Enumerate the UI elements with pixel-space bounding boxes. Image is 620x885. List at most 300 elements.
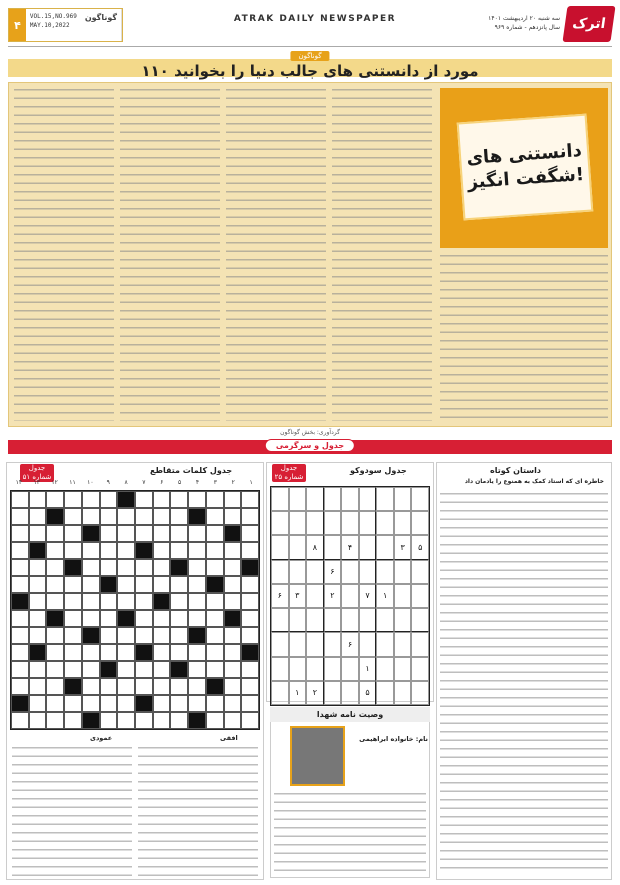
crossword-cell[interactable] — [188, 576, 206, 593]
crossword-cell[interactable] — [135, 508, 153, 525]
sudoku-cell[interactable] — [324, 632, 342, 656]
sudoku-cell[interactable] — [306, 560, 324, 584]
header-divider — [8, 46, 612, 47]
crossword-cell[interactable] — [206, 576, 224, 593]
crossword-cell[interactable] — [82, 491, 100, 508]
crossword-cell[interactable] — [82, 627, 100, 644]
crossword-cell[interactable] — [11, 695, 29, 712]
crossword-cell[interactable] — [206, 542, 224, 559]
story-title: داستان کوتاه — [490, 466, 541, 475]
sudoku-cell[interactable] — [306, 584, 324, 608]
crossword-cell[interactable] — [241, 542, 259, 559]
crossword-cell[interactable] — [153, 525, 171, 542]
sudoku-cell[interactable] — [394, 584, 412, 608]
crossword-cell[interactable] — [224, 695, 242, 712]
sudoku-cell[interactable] — [359, 608, 377, 632]
crossword-cell[interactable] — [117, 508, 135, 525]
sudoku-cell[interactable] — [394, 511, 412, 535]
crossword-cell[interactable] — [135, 542, 153, 559]
sudoku-cell[interactable] — [376, 487, 394, 511]
crossword-cell[interactable] — [11, 678, 29, 695]
crossword-cell[interactable] — [241, 576, 259, 593]
crossword-cell[interactable] — [11, 559, 29, 576]
crossword-cell[interactable] — [188, 678, 206, 695]
crossword-cell[interactable] — [100, 525, 118, 542]
crossword-cell[interactable] — [117, 559, 135, 576]
sudoku-cell[interactable] — [394, 487, 412, 511]
crossword-cell[interactable] — [153, 542, 171, 559]
crossword-cell[interactable] — [153, 491, 171, 508]
crossword-cell[interactable] — [153, 508, 171, 525]
sudoku-cell[interactable] — [289, 657, 307, 681]
crossword-cell[interactable] — [46, 644, 64, 661]
crossword-cell[interactable] — [82, 712, 100, 729]
feature-column-1 — [14, 86, 114, 421]
crossword-cell[interactable] — [100, 491, 118, 508]
crossword-cell[interactable] — [11, 525, 29, 542]
sudoku-title: جدول سودوکو — [350, 466, 407, 475]
crossword-cell[interactable] — [46, 525, 64, 542]
crossword-column-number: ۹ — [106, 479, 110, 486]
sudoku-cell[interactable] — [359, 511, 377, 535]
crossword-cell[interactable] — [153, 610, 171, 627]
crossword-cell[interactable] — [29, 678, 47, 695]
crossword-cell[interactable] — [100, 712, 118, 729]
crossword-cell[interactable] — [100, 559, 118, 576]
sudoku-cell[interactable] — [289, 511, 307, 535]
crossword-cell[interactable] — [241, 712, 259, 729]
sudoku-cell[interactable] — [271, 511, 289, 535]
sudoku-cell[interactable] — [411, 584, 429, 608]
crossword-cell[interactable] — [224, 644, 242, 661]
crossword-cell[interactable] — [29, 593, 47, 610]
crossword-cell[interactable] — [170, 508, 188, 525]
sudoku-cell[interactable] — [271, 632, 289, 656]
crossword-cell[interactable] — [206, 525, 224, 542]
sudoku-cell[interactable] — [324, 487, 342, 511]
crossword-cell[interactable] — [82, 610, 100, 627]
crossword-cell[interactable] — [135, 593, 153, 610]
crossword-cell[interactable] — [100, 576, 118, 593]
crossword-cell[interactable] — [241, 661, 259, 678]
sudoku-cell[interactable] — [341, 511, 359, 535]
crossword-cell[interactable] — [188, 695, 206, 712]
sudoku-cell[interactable] — [324, 511, 342, 535]
crossword-cell[interactable] — [206, 593, 224, 610]
crossword-cell[interactable] — [170, 678, 188, 695]
sudoku-cell[interactable] — [306, 487, 324, 511]
crossword-cell[interactable] — [29, 644, 47, 661]
crossword-cell[interactable] — [117, 678, 135, 695]
crossword-cell[interactable] — [82, 508, 100, 525]
crossword-cell[interactable] — [188, 627, 206, 644]
crossword-cell[interactable] — [170, 627, 188, 644]
crossword-cell[interactable] — [117, 695, 135, 712]
crossword-cell[interactable] — [206, 508, 224, 525]
crossword-cell[interactable] — [82, 695, 100, 712]
crossword-cell[interactable] — [100, 644, 118, 661]
crossword-grid[interactable] — [10, 490, 260, 730]
crossword-cell[interactable] — [188, 559, 206, 576]
crossword-cell[interactable] — [64, 559, 82, 576]
crossword-cell[interactable] — [46, 508, 64, 525]
crossword-title: جدول کلمات متقاطع — [150, 466, 233, 475]
crossword-cell[interactable] — [46, 661, 64, 678]
crossword-cell[interactable] — [153, 661, 171, 678]
crossword-cell[interactable] — [241, 695, 259, 712]
crossword-cell[interactable] — [64, 525, 82, 542]
crossword-cell[interactable] — [206, 695, 224, 712]
sudoku-cell[interactable] — [341, 608, 359, 632]
sudoku-cell[interactable] — [376, 632, 394, 656]
crossword-cell[interactable] — [82, 661, 100, 678]
crossword-cell[interactable] — [206, 712, 224, 729]
sudoku-cell[interactable] — [324, 657, 342, 681]
crossword-cell[interactable] — [46, 491, 64, 508]
crossword-cell[interactable] — [46, 576, 64, 593]
crossword-cell[interactable] — [64, 627, 82, 644]
crossword-cell[interactable] — [100, 661, 118, 678]
crossword-cell[interactable] — [170, 559, 188, 576]
crossword-column-number: ۸ — [124, 479, 128, 486]
crossword-cell[interactable] — [82, 525, 100, 542]
crossword-cell[interactable] — [29, 661, 47, 678]
crossword-cell[interactable] — [64, 712, 82, 729]
crossword-cell[interactable] — [170, 576, 188, 593]
clues-across-title: افقی — [220, 734, 238, 742]
crossword-cell[interactable] — [117, 610, 135, 627]
crossword-cell[interactable] — [241, 610, 259, 627]
sudoku-cell[interactable] — [376, 511, 394, 535]
crossword-column-number: ۱ — [249, 479, 253, 486]
crossword-cell[interactable] — [82, 678, 100, 695]
sudoku-cell: ۶ — [271, 584, 289, 608]
sudoku-cell[interactable] — [394, 681, 412, 705]
crossword-cell[interactable] — [82, 542, 100, 559]
sudoku-cell[interactable] — [324, 535, 342, 559]
sudoku-cell[interactable] — [359, 487, 377, 511]
crossword-cell[interactable] — [82, 559, 100, 576]
crossword-cell[interactable] — [188, 525, 206, 542]
crossword-cell[interactable] — [170, 542, 188, 559]
crossword-cell[interactable] — [29, 542, 47, 559]
crossword-cell[interactable] — [82, 593, 100, 610]
sudoku-cell[interactable] — [306, 511, 324, 535]
crossword-cell[interactable] — [46, 695, 64, 712]
crossword-cell[interactable] — [153, 695, 171, 712]
crossword-cell[interactable] — [64, 610, 82, 627]
feature-credit: گردآوری: بخش گوناگون — [280, 429, 340, 436]
crossword-column-numbers — [10, 479, 260, 489]
sudoku-cell[interactable] — [394, 560, 412, 584]
header-persian-date — [445, 14, 560, 32]
crossword-cell[interactable] — [206, 627, 224, 644]
crossword-cell[interactable] — [117, 525, 135, 542]
crossword-cell[interactable] — [206, 491, 224, 508]
sudoku-cell[interactable] — [411, 487, 429, 511]
sudoku-cell[interactable] — [271, 608, 289, 632]
crossword-cell[interactable] — [224, 576, 242, 593]
crossword-cell[interactable] — [117, 627, 135, 644]
crossword-column-number: ۱۳ — [33, 479, 40, 486]
sudoku-cell[interactable] — [289, 608, 307, 632]
crossword-cell[interactable] — [64, 508, 82, 525]
crossword-cell[interactable] — [46, 627, 64, 644]
crossword-cell[interactable] — [135, 678, 153, 695]
crossword-cell[interactable] — [11, 542, 29, 559]
crossword-cell[interactable] — [241, 525, 259, 542]
crossword-cell[interactable] — [100, 610, 118, 627]
crossword-cell[interactable] — [241, 508, 259, 525]
crossword-cell[interactable] — [170, 712, 188, 729]
sudoku-cell[interactable] — [411, 608, 429, 632]
crossword-cell[interactable] — [117, 661, 135, 678]
crossword-cell[interactable] — [29, 695, 47, 712]
crossword-cell[interactable] — [64, 644, 82, 661]
crossword-cell[interactable] — [64, 661, 82, 678]
crossword-cell[interactable] — [117, 576, 135, 593]
crossword-cell[interactable] — [153, 712, 171, 729]
crossword-cell[interactable] — [135, 525, 153, 542]
english-date: MAY.10,2022 — [29, 22, 70, 29]
sudoku-cell[interactable] — [306, 632, 324, 656]
sudoku-cell: ۴ — [341, 535, 359, 559]
sudoku-cell[interactable] — [324, 608, 342, 632]
martyr-portrait — [290, 726, 345, 786]
crossword-column-number: ۱۰ — [87, 479, 94, 486]
crossword-cell[interactable] — [241, 491, 259, 508]
sudoku-cell[interactable] — [324, 681, 342, 705]
crossword-cell[interactable] — [135, 644, 153, 661]
crossword-cell[interactable] — [153, 593, 171, 610]
volume-date — [26, 9, 81, 41]
crossword-cell[interactable] — [135, 695, 153, 712]
crossword-cell[interactable] — [135, 712, 153, 729]
crossword-cell[interactable] — [153, 559, 171, 576]
crossword-cell[interactable] — [153, 627, 171, 644]
sudoku-cell[interactable] — [289, 632, 307, 656]
sudoku-cell[interactable] — [289, 535, 307, 559]
crossword-cell[interactable] — [11, 661, 29, 678]
sudoku-cell[interactable] — [376, 535, 394, 559]
crossword-cell[interactable] — [135, 610, 153, 627]
crossword-cell[interactable] — [188, 491, 206, 508]
crossword-cell[interactable] — [241, 559, 259, 576]
crossword-cell[interactable] — [170, 610, 188, 627]
crossword-cell[interactable] — [82, 644, 100, 661]
crossword-cell[interactable] — [224, 627, 242, 644]
crossword-cell[interactable] — [11, 627, 29, 644]
crossword-cell[interactable] — [117, 593, 135, 610]
sudoku-cell[interactable] — [376, 657, 394, 681]
will-text — [274, 790, 426, 876]
crossword-cell[interactable] — [224, 525, 242, 542]
crossword-cell[interactable] — [170, 525, 188, 542]
crossword-cell[interactable] — [188, 542, 206, 559]
sudoku-cell[interactable] — [271, 681, 289, 705]
sudoku-cell[interactable] — [411, 657, 429, 681]
crossword-cell[interactable] — [100, 542, 118, 559]
crossword-cell[interactable] — [241, 593, 259, 610]
crossword-cell[interactable] — [206, 678, 224, 695]
crossword-cell[interactable] — [117, 712, 135, 729]
sudoku-cell[interactable] — [341, 681, 359, 705]
puzzles-section-label: جدول و سرگرمی — [265, 439, 355, 452]
sudoku-cell: ۶ — [341, 632, 359, 656]
crossword-cell[interactable] — [117, 542, 135, 559]
crossword-cell[interactable] — [11, 644, 29, 661]
crossword-cell[interactable] — [241, 678, 259, 695]
sudoku-cell[interactable] — [394, 657, 412, 681]
crossword-cell[interactable] — [11, 712, 29, 729]
sudoku-badge: جدول شماره ۲۵ — [272, 464, 306, 482]
crossword-cell[interactable] — [29, 576, 47, 593]
crossword-cell[interactable] — [135, 559, 153, 576]
crossword-cell[interactable] — [188, 593, 206, 610]
crossword-cell[interactable] — [206, 610, 224, 627]
crossword-cell[interactable] — [206, 644, 224, 661]
sudoku-cell[interactable] — [341, 584, 359, 608]
crossword-cell[interactable] — [224, 678, 242, 695]
crossword-cell[interactable] — [135, 491, 153, 508]
crossword-cell[interactable] — [224, 491, 242, 508]
crossword-cell[interactable] — [29, 627, 47, 644]
sudoku-cell[interactable] — [359, 632, 377, 656]
crossword-cell[interactable] — [64, 542, 82, 559]
crossword-cell[interactable] — [29, 712, 47, 729]
sudoku-cell[interactable] — [289, 560, 307, 584]
crossword-cell[interactable] — [224, 661, 242, 678]
sudoku-cell[interactable] — [341, 560, 359, 584]
sudoku-grid — [270, 486, 430, 706]
sudoku-cell[interactable] — [411, 560, 429, 584]
crossword-cell[interactable] — [29, 610, 47, 627]
feature-column-4 — [332, 86, 432, 421]
crossword-cell[interactable] — [224, 542, 242, 559]
sudoku-cell[interactable] — [376, 681, 394, 705]
newspaper-name: ATRAK DAILY NEWSPAPER — [233, 14, 397, 24]
sudoku-cell[interactable] — [411, 681, 429, 705]
crossword-cell[interactable] — [29, 559, 47, 576]
sudoku-cell[interactable] — [271, 535, 289, 559]
sudoku-cell[interactable] — [271, 560, 289, 584]
crossword-cell[interactable] — [241, 627, 259, 644]
sudoku-cell[interactable] — [341, 487, 359, 511]
crossword-cell[interactable] — [206, 559, 224, 576]
sudoku-cell: ۸ — [306, 535, 324, 559]
crossword-cell[interactable] — [82, 576, 100, 593]
feature-column-5 — [440, 252, 608, 422]
sudoku-cell[interactable] — [359, 535, 377, 559]
crossword-cell[interactable] — [188, 644, 206, 661]
crossword-cell[interactable] — [224, 508, 242, 525]
crossword-column-number: ۴ — [195, 479, 200, 486]
crossword-badge: جدول شماره ۵۱ — [20, 464, 54, 482]
crossword-cell[interactable] — [135, 661, 153, 678]
sudoku-cell[interactable] — [359, 560, 377, 584]
crossword-cell[interactable] — [170, 593, 188, 610]
crossword-cell[interactable] — [153, 644, 171, 661]
crossword-cell[interactable] — [100, 627, 118, 644]
sudoku-cell[interactable] — [394, 632, 412, 656]
sudoku-cell[interactable] — [411, 511, 429, 535]
crossword-cell[interactable] — [224, 712, 242, 729]
crossword-cell[interactable] — [117, 644, 135, 661]
crossword-cell[interactable] — [46, 559, 64, 576]
crossword-cell[interactable] — [153, 576, 171, 593]
crossword-column-number: ۷ — [142, 479, 146, 486]
crossword-cell[interactable] — [188, 508, 206, 525]
crossword-cell[interactable] — [46, 610, 64, 627]
crossword-cell[interactable] — [64, 491, 82, 508]
crossword-cell[interactable] — [135, 576, 153, 593]
crossword-cell[interactable] — [170, 661, 188, 678]
crossword-column-number: ۱۴ — [15, 479, 23, 486]
crossword-cell[interactable] — [170, 695, 188, 712]
sudoku-cell[interactable] — [306, 608, 324, 632]
crossword-cell[interactable] — [11, 593, 29, 610]
sudoku-cell[interactable] — [341, 657, 359, 681]
sudoku-cell[interactable] — [376, 608, 394, 632]
will-name: نام: خانواده ابراهیمی — [359, 735, 428, 743]
crossword-cell[interactable] — [64, 678, 82, 695]
sudoku-cell[interactable] — [411, 632, 429, 656]
crossword-cell[interactable] — [64, 695, 82, 712]
crossword-cell[interactable] — [224, 593, 242, 610]
crossword-cell[interactable] — [188, 610, 206, 627]
crossword-cell[interactable] — [188, 661, 206, 678]
sudoku-cell: ۲ — [324, 584, 342, 608]
crossword-cell[interactable] — [46, 593, 64, 610]
crossword-cell[interactable] — [224, 610, 242, 627]
crossword-cell[interactable] — [11, 610, 29, 627]
crossword-cell[interactable] — [64, 576, 82, 593]
crossword-cell[interactable] — [46, 712, 64, 729]
crossword-cell[interactable] — [224, 559, 242, 576]
clues-across — [138, 744, 258, 880]
crossword-cell[interactable] — [29, 525, 47, 542]
crossword-cell[interactable] — [135, 627, 153, 644]
crossword-cell[interactable] — [11, 576, 29, 593]
promo-card — [457, 114, 594, 221]
section-name: گوناگون — [81, 9, 122, 41]
crossword-cell[interactable] — [117, 491, 135, 508]
crossword-cell[interactable] — [64, 593, 82, 610]
crossword-cell[interactable] — [100, 678, 118, 695]
crossword-cell[interactable] — [46, 542, 64, 559]
sudoku-cell[interactable] — [271, 657, 289, 681]
crossword-cell[interactable] — [206, 661, 224, 678]
crossword-cell[interactable] — [100, 593, 118, 610]
crossword-cell[interactable] — [46, 678, 64, 695]
crossword-cell[interactable] — [170, 491, 188, 508]
crossword-cell[interactable] — [100, 695, 118, 712]
sudoku-cell[interactable] — [271, 487, 289, 511]
crossword-cell[interactable] — [153, 678, 171, 695]
crossword-cell[interactable] — [188, 712, 206, 729]
sudoku-cell[interactable] — [306, 657, 324, 681]
crossword-cell[interactable] — [11, 491, 29, 508]
crossword-cell[interactable] — [11, 508, 29, 525]
sudoku-cell[interactable] — [376, 560, 394, 584]
crossword-cell[interactable] — [241, 644, 259, 661]
crossword-cell[interactable] — [170, 644, 188, 661]
crossword-cell[interactable] — [100, 508, 118, 525]
crossword-cell[interactable] — [29, 491, 47, 508]
crossword-cell[interactable] — [29, 508, 47, 525]
sudoku-cell[interactable] — [394, 608, 412, 632]
sudoku-cell[interactable] — [289, 487, 307, 511]
